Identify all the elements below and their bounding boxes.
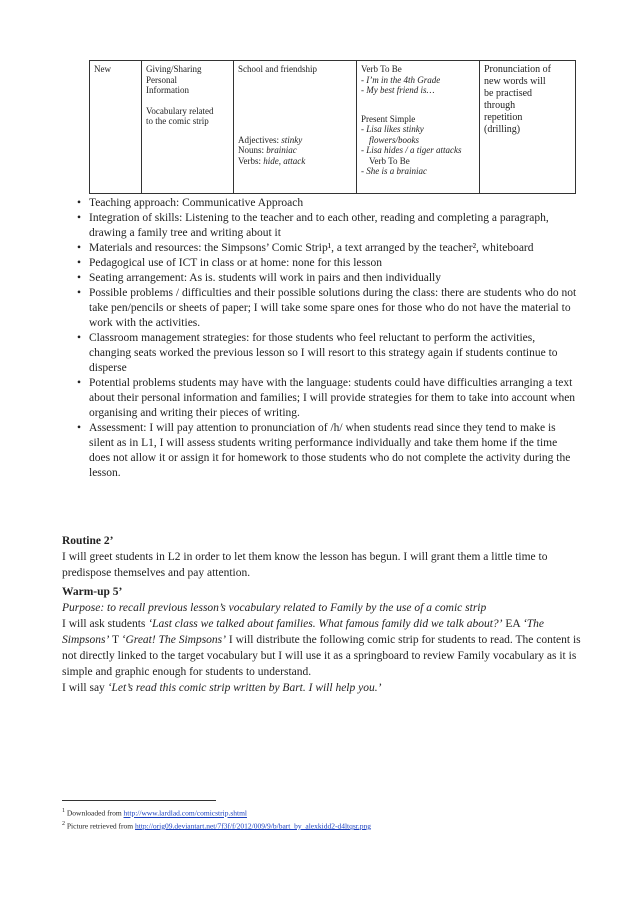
warmup-text: I will distribute the following comic strip for students to read. The content is not directly linked to the target vocabulary but I will use it as a springboard to review Family vocabulary as it is simple and graphic enough for students to understand. (62, 634, 581, 678)
vocabulary-title: School and friendship (238, 64, 317, 74)
bullet-icon: • (77, 377, 82, 389)
bullet-icon: • (77, 332, 82, 344)
footnotes (62, 806, 582, 831)
list-item (77, 271, 577, 286)
grammar-example: - She is a brainiac (361, 166, 427, 176)
list-item (77, 196, 577, 211)
bullet-icon: • (77, 212, 82, 224)
nouns-line (238, 145, 352, 156)
grammar-heading: Verb To Be (361, 64, 402, 74)
warmup-text: T (109, 634, 122, 646)
list-item (77, 211, 577, 241)
stage-text: New (94, 64, 111, 74)
list-item-text: Integration of skills: Listening to the teacher and to each other, reading and completing a paragraph, drawing a family tree and writing about it (89, 212, 549, 239)
footnote-1 (62, 806, 582, 819)
warmup-purpose: Purpose: to recall previous lesson’s vocabulary related to Family by the use of a comic strip (62, 602, 487, 614)
list-item (77, 286, 577, 331)
bullet-icon: • (77, 422, 82, 434)
footnote-number: 2 (62, 820, 65, 827)
function-line: to the comic strip (146, 116, 209, 126)
adjectives-line (238, 135, 352, 146)
routine-text: I will greet students in L2 in order to let them know the lesson has begun. I will grant them a little time to predispose themselves and pay attention. (62, 551, 548, 579)
warmup-quote: ‘The Simpsons’ (62, 618, 545, 646)
grammar-example: - Lisa hides / a tiger attacks (361, 145, 462, 155)
warmup-instruction (62, 680, 582, 696)
warmup-text: I will say (62, 682, 108, 694)
function-line: Information (146, 85, 189, 95)
list-item-text: Assessment: I will pay attention to pronunciation of /h/ when students read since they tend to make is silent as in L1, I will assess students writing performance individually and take them home if the time does not allow it or assign it for homework to those students who do not complete the activity during the lesson. (89, 422, 571, 479)
grammar-example: - My best friend is… (361, 85, 435, 95)
footnote-text: Picture retrieved from (66, 821, 135, 830)
pronunciation-line: new words will (484, 76, 546, 87)
adjectives-label: Adjectives: (238, 134, 282, 145)
warmup-text: I will ask students (62, 618, 149, 630)
footnote-link[interactable]: http://orig09.deviantart.net/7f3f/f/2012/009/9/b/bart_by_alexkidd2-d4ltqsr.png (134, 821, 371, 830)
bullet-icon: • (77, 242, 82, 254)
warmup-heading: Warm-up 5’ (62, 586, 123, 598)
list-item-text: Seating arrangement: As is. students will work in pairs and then individually (89, 272, 441, 284)
list-item (77, 241, 577, 256)
footnote-2 (62, 819, 582, 832)
list-item (77, 376, 577, 421)
bullet-icon: • (77, 287, 82, 299)
warmup-quote: ‘Great! The Simpsons’ (121, 634, 226, 646)
pronunciation-line: (drilling) (484, 124, 521, 135)
routine-heading: Routine 2’ (62, 535, 114, 547)
pronunciation-line: through (484, 100, 516, 111)
list-item-text: Materials and resources: the Simpsons’ Comic Strip¹, a text arranged by the teacher², whiteboard (89, 242, 534, 254)
nouns-label: Nouns: (238, 145, 267, 155)
list-item (77, 421, 577, 481)
table-cell-grammar (357, 61, 480, 194)
pronunciation-line: Pronunciation of (484, 64, 551, 75)
lesson-table (89, 60, 576, 194)
list-item (77, 256, 577, 271)
footnote-number: 1 (62, 808, 65, 814)
warmup-paragraph (62, 616, 582, 680)
nouns-value: brainiac (266, 145, 297, 155)
grammar-example: flowers/books (369, 134, 420, 145)
verbs-line (238, 156, 352, 167)
footnote-divider (62, 800, 216, 801)
list-item-text: Possible problems / difficulties and their possible solutions during the class: there are students who do not take pen/pencils or sheets of paper; I will take some spare ones for those who do not have the material to work with the activities. (89, 287, 577, 329)
bullet-icon: • (77, 257, 82, 269)
warmup-quote: ‘Last class we talked about families. What famous family did we talk about?’ (148, 618, 503, 630)
list-item-text: Potential problems students may have with the language: students could have difficulties arranging a text about their personal information and families; I will provide strategies for them to take into account when organising and writing their pieces of writing. (89, 377, 576, 419)
warmup-text: EA (502, 618, 523, 630)
list-item-text: Teaching approach: Communicative Approach (89, 197, 304, 209)
list-item-text: Pedagogical use of ICT in class or at home: none for this lesson (89, 257, 382, 269)
bullet-icon: • (77, 197, 82, 209)
function-line: Vocabulary related (146, 105, 214, 116)
pronunciation-line: be practised (484, 88, 533, 99)
verbs-label: Verbs: (238, 155, 264, 166)
list-item-text: Classroom management strategies: for those students who feel reluctant to perform the activities, changing seats worked the previous lesson so I will resort to this strategy again if students continue to disperse (89, 332, 558, 374)
function-line: Personal (146, 74, 177, 85)
function-line: Giving/Sharing (146, 64, 202, 74)
warmup-section (62, 584, 582, 696)
grammar-heading: Present Simple (361, 113, 416, 124)
footnote-text: Downloaded from (66, 808, 124, 818)
footnote-link[interactable]: http://www.lardlad.com/comicstrip.shtml (123, 808, 247, 818)
list-item (77, 331, 577, 376)
lesson-considerations-list (77, 196, 577, 481)
pronunciation-line: repetition (484, 112, 523, 123)
table-cell-vocabulary (234, 61, 357, 194)
verbs-value: hide, attack (263, 155, 306, 166)
grammar-example: - I’m in the 4th Grade (361, 74, 441, 85)
table-row (90, 61, 576, 194)
table-cell-function (142, 61, 234, 194)
table-cell-pronunciation (480, 61, 576, 194)
warmup-quote: ‘Let’s read this comic strip written by Bart. I will help you.’ (107, 682, 382, 694)
table-cell-stage (90, 61, 142, 194)
grammar-example: Verb To Be (369, 155, 410, 166)
routine-section (62, 533, 582, 581)
grammar-example: - Lisa likes stinky (361, 124, 424, 134)
bullet-icon: • (77, 272, 82, 284)
adjectives-value: stinky (281, 134, 303, 145)
